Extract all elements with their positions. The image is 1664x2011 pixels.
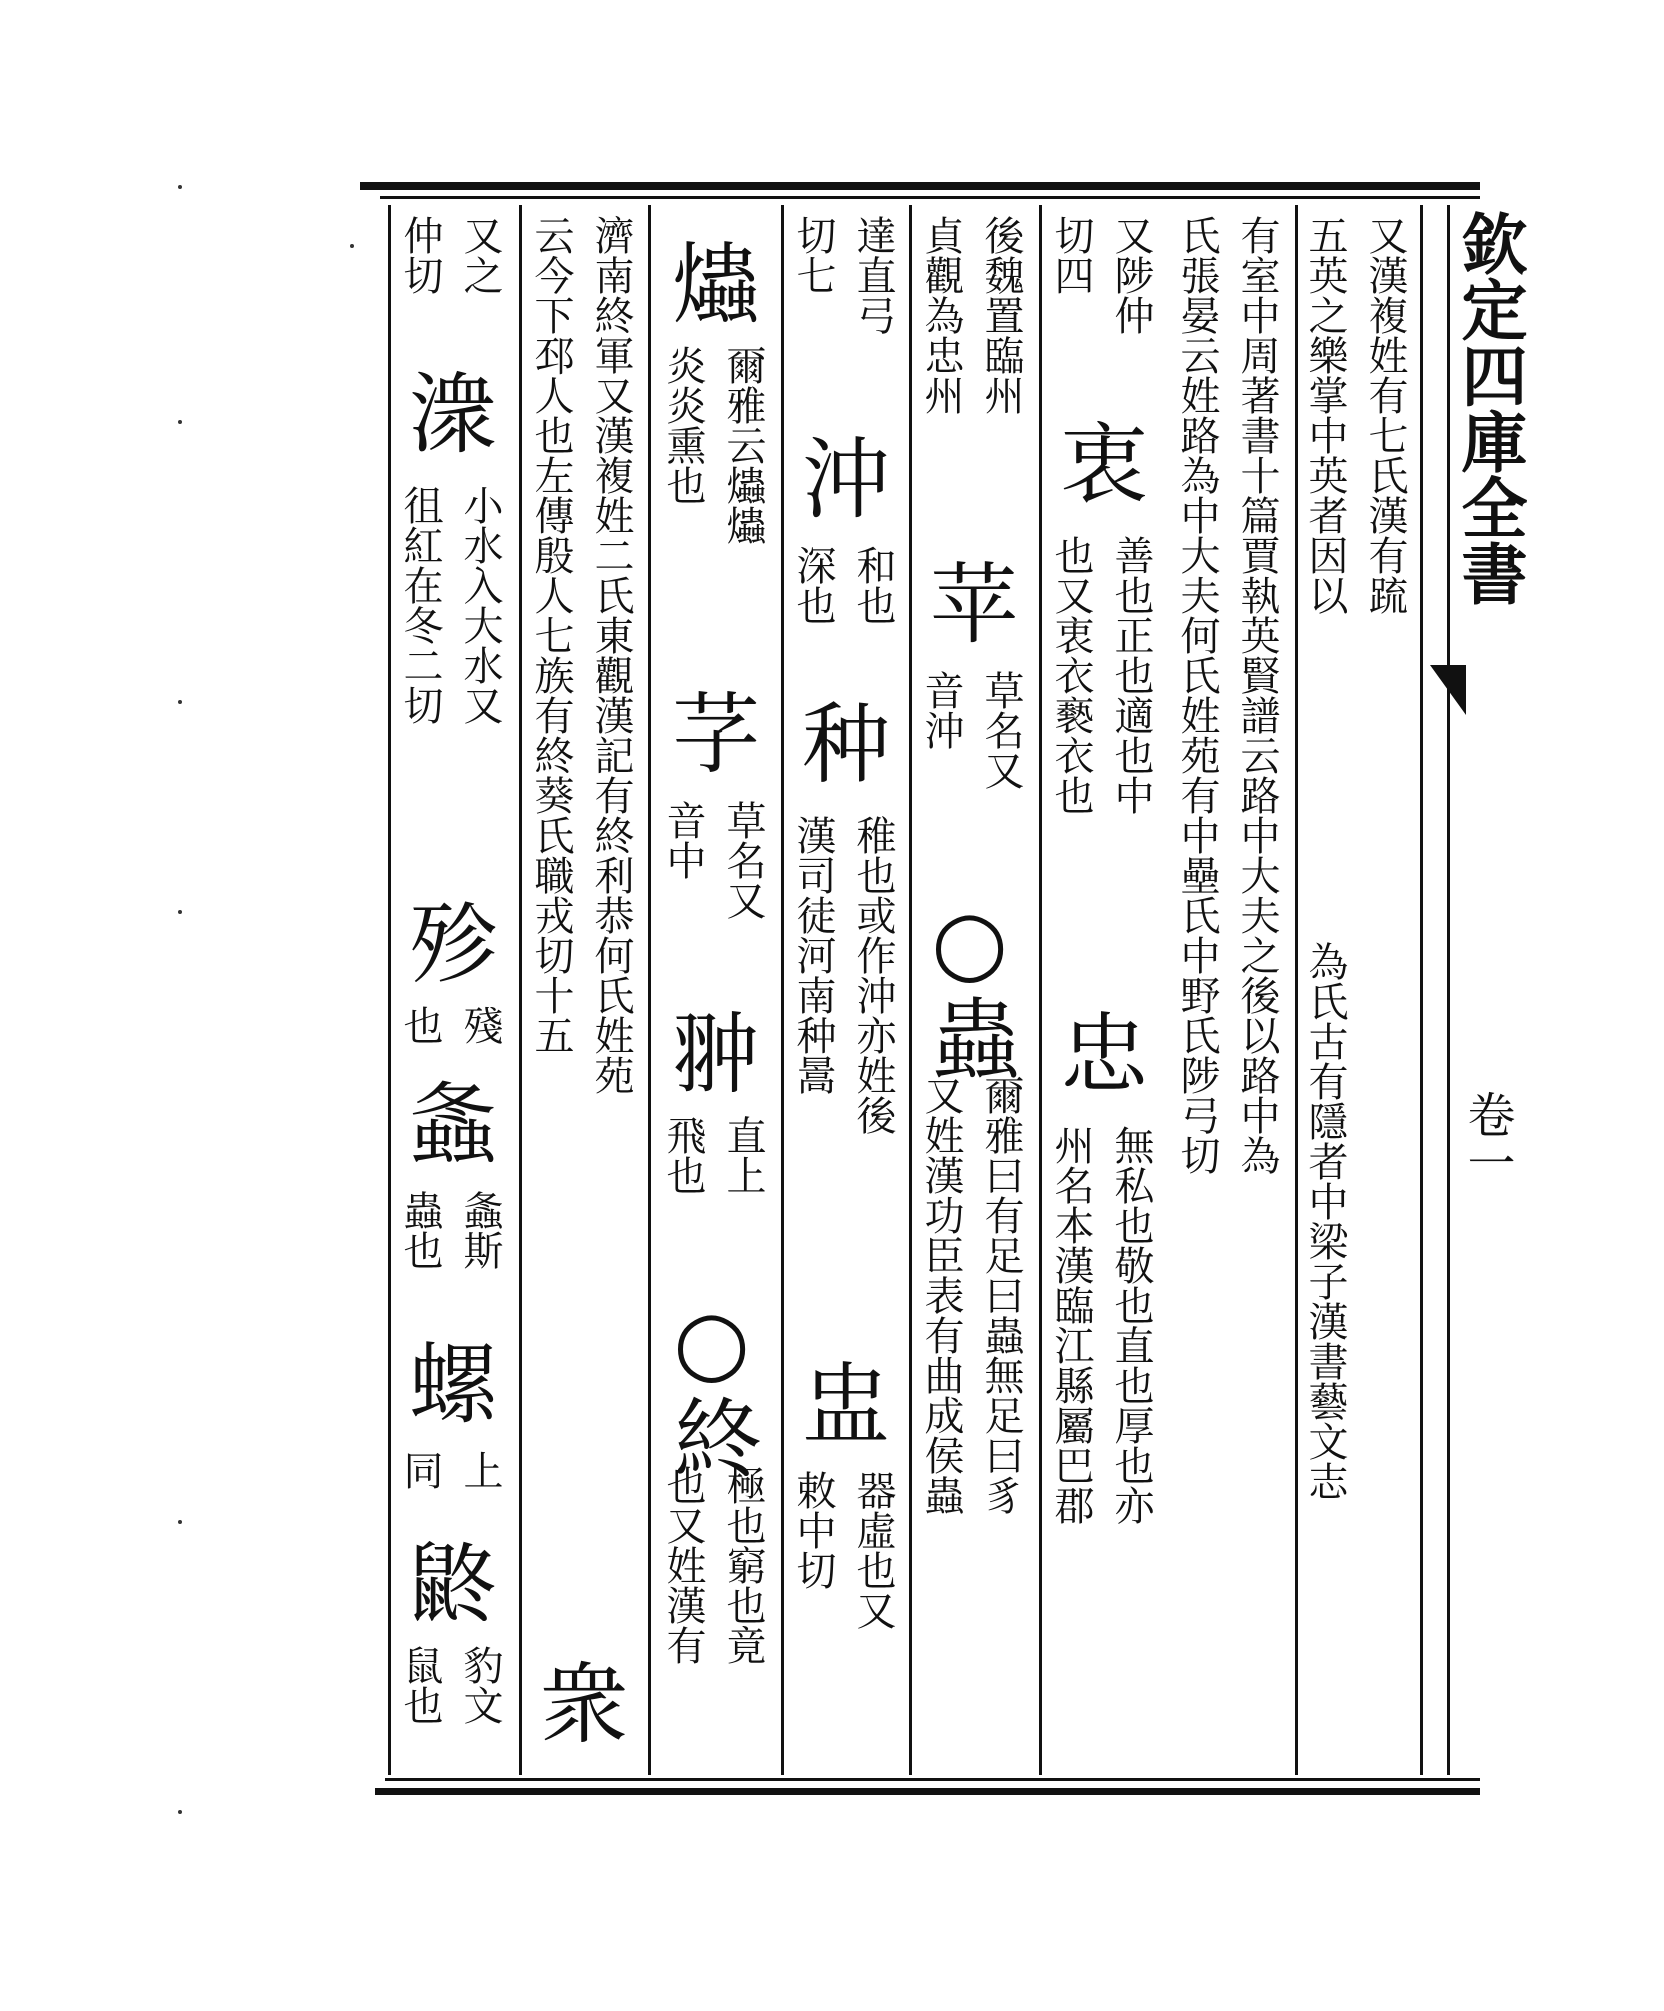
small-text-line: 切七 bbox=[790, 215, 836, 295]
scan-speck bbox=[178, 1520, 182, 1524]
small-text-line: 也又姓漢有 bbox=[660, 1465, 706, 1665]
headword-char: 爞 bbox=[671, 233, 760, 336]
small-text-line: 也又衷衣褻衣也 bbox=[1048, 535, 1094, 815]
scan-speck bbox=[178, 420, 182, 424]
headword-char: 鼨 bbox=[408, 1533, 497, 1636]
small-text-line: 草名又 bbox=[720, 800, 766, 920]
small-text-line: 又之 bbox=[457, 215, 503, 295]
small-text-line: 豹文 bbox=[457, 1645, 503, 1725]
small-text-line: 直上 bbox=[720, 1115, 766, 1195]
column-divider bbox=[781, 205, 784, 1775]
small-text-line: 又陟仲 bbox=[1108, 215, 1154, 335]
small-text-line: 螽斯 bbox=[457, 1190, 503, 1270]
top-rule-thick bbox=[360, 182, 1480, 190]
small-text-line: 和也 bbox=[850, 545, 896, 625]
small-text-line: 云今下邳人也左傳殷人七族有終葵氏職戎切十五 bbox=[528, 215, 574, 1055]
scan-speck bbox=[178, 185, 182, 189]
column-divider bbox=[1039, 205, 1042, 1775]
small-text-line: 為氏古有隱者中梁子漢書藝文志 bbox=[1302, 941, 1348, 1501]
headword-char: 沖 bbox=[801, 428, 890, 531]
text-column-6 bbox=[654, 215, 778, 1765]
column-divider bbox=[519, 205, 522, 1775]
text-column-1 bbox=[1300, 215, 1418, 1765]
small-text-line: 也 bbox=[397, 1005, 443, 1045]
small-text-line: 上 bbox=[457, 1450, 503, 1490]
headword-char: 螽 bbox=[408, 1073, 497, 1176]
headword-char: 殄 bbox=[408, 893, 497, 996]
small-text-line: 又漢複姓有七氏漢有䟽 bbox=[1362, 215, 1408, 615]
headword-char: 忠 bbox=[1059, 1003, 1148, 1106]
small-text-line: 稚也或作沖亦姓後 bbox=[850, 815, 896, 1135]
small-text-line: 善也正也適也中 bbox=[1108, 535, 1154, 815]
volume-label: 卷一 bbox=[1459, 1090, 1515, 1186]
headword-char: 衆 bbox=[539, 1653, 628, 1756]
small-text-line: 徂紅在冬二切 bbox=[397, 485, 443, 725]
headword-char: 翀 bbox=[671, 1003, 760, 1106]
header-column bbox=[1448, 210, 1528, 1770]
headword-char: ○終 bbox=[660, 1289, 763, 1481]
small-text-line: 音中 bbox=[660, 800, 706, 880]
small-text-line: 殘 bbox=[457, 1005, 503, 1045]
headword-char: 潨 bbox=[408, 363, 497, 466]
small-text-line: 仲切 bbox=[397, 215, 443, 295]
text-column-7 bbox=[524, 215, 644, 1765]
small-text-line: 極也窮也竟 bbox=[720, 1465, 766, 1665]
text-column-8 bbox=[393, 215, 515, 1765]
scan-speck bbox=[178, 910, 182, 914]
small-text-line: 氏張晏云姓路為中大夫何氏姓苑有中壘氏中野氏陟弓切 bbox=[1174, 215, 1220, 1175]
text-column-4 bbox=[914, 215, 1034, 1765]
small-text-line: 深也 bbox=[790, 545, 836, 625]
small-text-line: 爾雅曰有足曰蟲無足曰豸 bbox=[978, 1075, 1024, 1515]
small-text-line: 貞觀為忠州 bbox=[918, 215, 964, 415]
small-text-line: 鼠也 bbox=[397, 1645, 443, 1725]
small-text-line: 炎炎熏也 bbox=[660, 345, 706, 505]
text-column-5 bbox=[786, 215, 906, 1765]
book-title: 欽定四庫全書 bbox=[1450, 210, 1528, 606]
text-column-3 bbox=[1044, 215, 1164, 1765]
small-text-line: 後魏置臨州 bbox=[978, 215, 1024, 415]
small-text-line: 草名又 bbox=[978, 670, 1024, 790]
small-text-line: 飛也 bbox=[660, 1115, 706, 1195]
small-text-line: 達直弓 bbox=[850, 215, 896, 335]
headword-char: 螺 bbox=[408, 1333, 497, 1436]
small-text-line: 州名本漢臨江縣屬巴郡 bbox=[1048, 1125, 1094, 1525]
small-text-line: 蟲也 bbox=[397, 1190, 443, 1270]
scan-speck bbox=[350, 244, 354, 248]
small-text-line: 有室中周著書十篇賈執英賢譜云路中大夫之後以路中為 bbox=[1234, 215, 1280, 1175]
small-text-line: 又姓漢功臣表有曲成侯蟲 bbox=[918, 1075, 964, 1515]
headword-char: 盅 bbox=[801, 1353, 890, 1456]
small-text-line: 敕中切 bbox=[790, 1470, 836, 1590]
headword-char: 衷 bbox=[1059, 413, 1148, 516]
small-text-line: 五英之樂掌中英者因以 bbox=[1302, 215, 1348, 615]
small-text-line: 漢司徒河南种暠 bbox=[790, 815, 836, 1095]
scan-speck bbox=[178, 1810, 182, 1814]
column-divider bbox=[909, 205, 912, 1775]
column-divider bbox=[1295, 205, 1298, 1775]
small-text-line: 切四 bbox=[1048, 215, 1094, 295]
headword-char: 种 bbox=[801, 693, 890, 796]
small-text-line: 器虛也又 bbox=[850, 1470, 896, 1630]
column-divider bbox=[648, 205, 651, 1775]
small-text-line: 音沖 bbox=[918, 670, 964, 750]
small-text-line: 無私也敬也直也厚也亦 bbox=[1108, 1125, 1154, 1525]
headword-char: 芓 bbox=[671, 683, 760, 786]
small-text-line: 濟南終軍又漢複姓二氏東觀漢記有終利恭何氏姓苑 bbox=[588, 215, 634, 1095]
headword-char: ○蟲 bbox=[918, 889, 1021, 1081]
top-rule-thin bbox=[380, 196, 1480, 199]
fish-tail-mark bbox=[1430, 665, 1466, 715]
scan-speck bbox=[178, 700, 182, 704]
bottom-rule-thick bbox=[375, 1788, 1480, 1795]
small-text-line: 小水入大水又 bbox=[457, 485, 503, 725]
text-column-2 bbox=[1170, 215, 1290, 1765]
headword-char: 苹 bbox=[929, 553, 1018, 656]
small-text-line: 爾雅云爞爞 bbox=[720, 345, 766, 545]
small-text-line: 同 bbox=[397, 1450, 443, 1490]
bottom-rule-thin bbox=[385, 1778, 1480, 1781]
column-divider bbox=[1420, 205, 1423, 1775]
